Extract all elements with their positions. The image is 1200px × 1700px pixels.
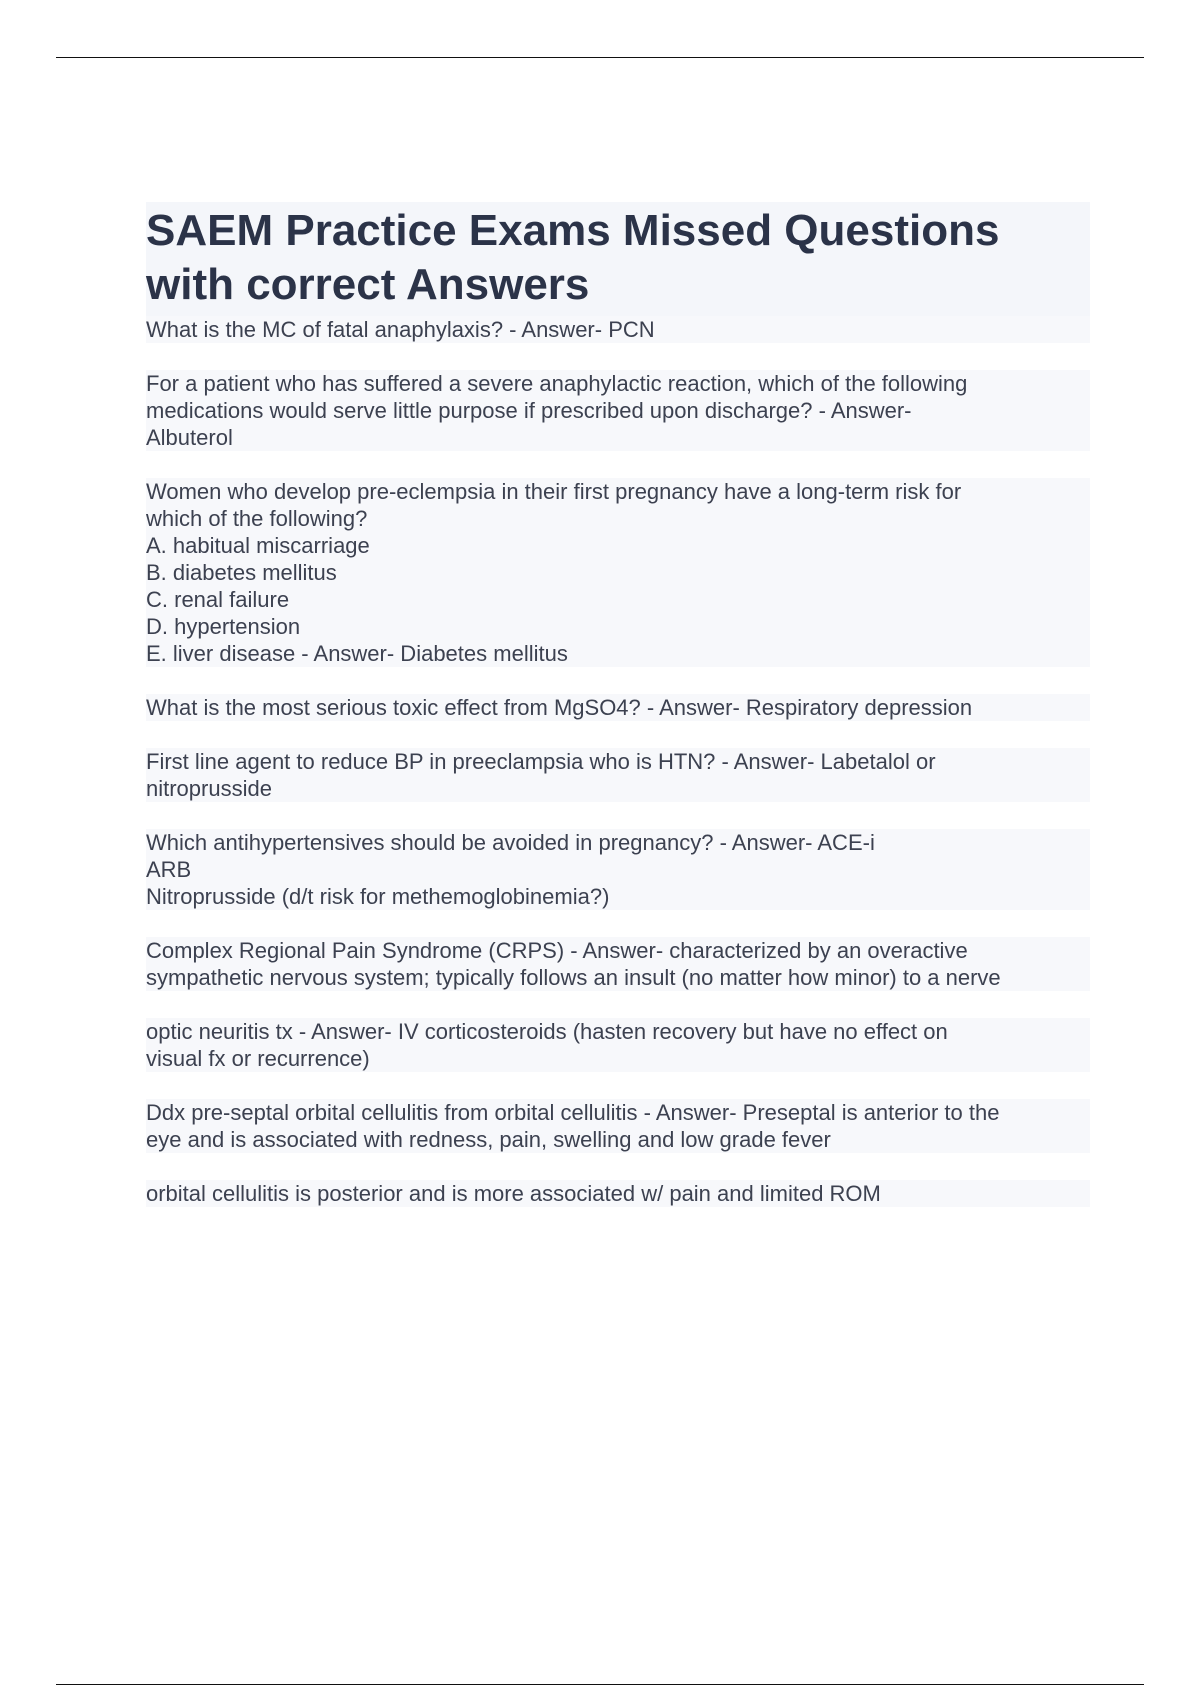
- qa-line: Albuterol: [146, 425, 233, 450]
- qa-line: Women who develop pre-eclempsia in their first pregnancy have a long-term risk for: [146, 479, 962, 504]
- qa-line: Nitroprusside (d/t risk for methemoglobinemia?): [146, 884, 610, 909]
- qa-line: Ddx pre-septal orbital cellulitis from orbital cellulitis - Answer- Preseptal is anterior to the: [146, 1100, 1000, 1125]
- qa-item: [146, 316, 1090, 343]
- qa-line: optic neuritis tx - Answer- IV corticosteroids (hasten recovery but have no effect on: [146, 1019, 948, 1044]
- qa-line: What is the MC of fatal anaphylaxis? - Answer- PCN: [146, 317, 655, 342]
- qa-list: [146, 316, 1090, 1207]
- qa-line: eye and is associated with redness, pain, swelling and low grade fever: [146, 1127, 831, 1152]
- qa-line: medications would serve little purpose if prescribed upon discharge? - Answer-: [146, 398, 912, 423]
- qa-line: Which antihypertensives should be avoided in pregnancy? - Answer- ACE-i: [146, 830, 875, 855]
- qa-item: [146, 478, 1090, 667]
- qa-item: [146, 937, 1090, 991]
- item-gap: [146, 1072, 1090, 1099]
- qa-item: [146, 829, 1090, 910]
- qa-item: [146, 694, 1090, 721]
- qa-item: [146, 370, 1090, 451]
- item-gap: [146, 1153, 1090, 1180]
- header-rule: [56, 57, 1144, 58]
- qa-item: [146, 1180, 1090, 1207]
- qa-line: A. habitual miscarriage: [146, 533, 370, 558]
- qa-line: visual fx or recurrence): [146, 1046, 370, 1071]
- item-gap: [146, 343, 1090, 370]
- qa-line: nitroprusside: [146, 776, 272, 801]
- qa-item: [146, 748, 1090, 802]
- footer-rule: [56, 1684, 1144, 1685]
- qa-line: D. hypertension: [146, 614, 301, 639]
- qa-line: For a patient who has suffered a severe anaphylactic reaction, which of the following: [146, 371, 968, 396]
- item-gap: [146, 667, 1090, 694]
- item-gap: [146, 991, 1090, 1018]
- qa-line: C. renal failure: [146, 587, 290, 612]
- qa-line: sympathetic nervous system; typically follows an insult (no matter how minor) to a nerve: [146, 965, 1001, 990]
- qa-line: E. liver disease - Answer- Diabetes mellitus: [146, 641, 568, 666]
- item-gap: [146, 721, 1090, 748]
- item-gap: [146, 910, 1090, 937]
- qa-line: orbital cellulitis is posterior and is more associated w/ pain and limited ROM: [146, 1181, 881, 1206]
- title-line-1: SAEM Practice Exams Missed Questions: [146, 206, 1000, 255]
- qa-line: Complex Regional Pain Syndrome (CRPS) - Answer- characterized by an overactive: [146, 938, 968, 963]
- qa-line: B. diabetes mellitus: [146, 560, 337, 585]
- item-gap: [146, 802, 1090, 829]
- document-body: [146, 202, 1090, 1207]
- qa-line: What is the most serious toxic effect from MgSO4? - Answer- Respiratory depression: [146, 695, 973, 720]
- qa-item: [146, 1099, 1090, 1153]
- qa-line: ARB: [146, 857, 192, 882]
- qa-line: which of the following?: [146, 506, 368, 531]
- title-line-2: with correct Answers: [146, 260, 590, 309]
- item-gap: [146, 451, 1090, 478]
- qa-item: [146, 1018, 1090, 1072]
- document-title: [146, 202, 1090, 316]
- qa-line: First line agent to reduce BP in preeclampsia who is HTN? - Answer- Labetalol or: [146, 749, 936, 774]
